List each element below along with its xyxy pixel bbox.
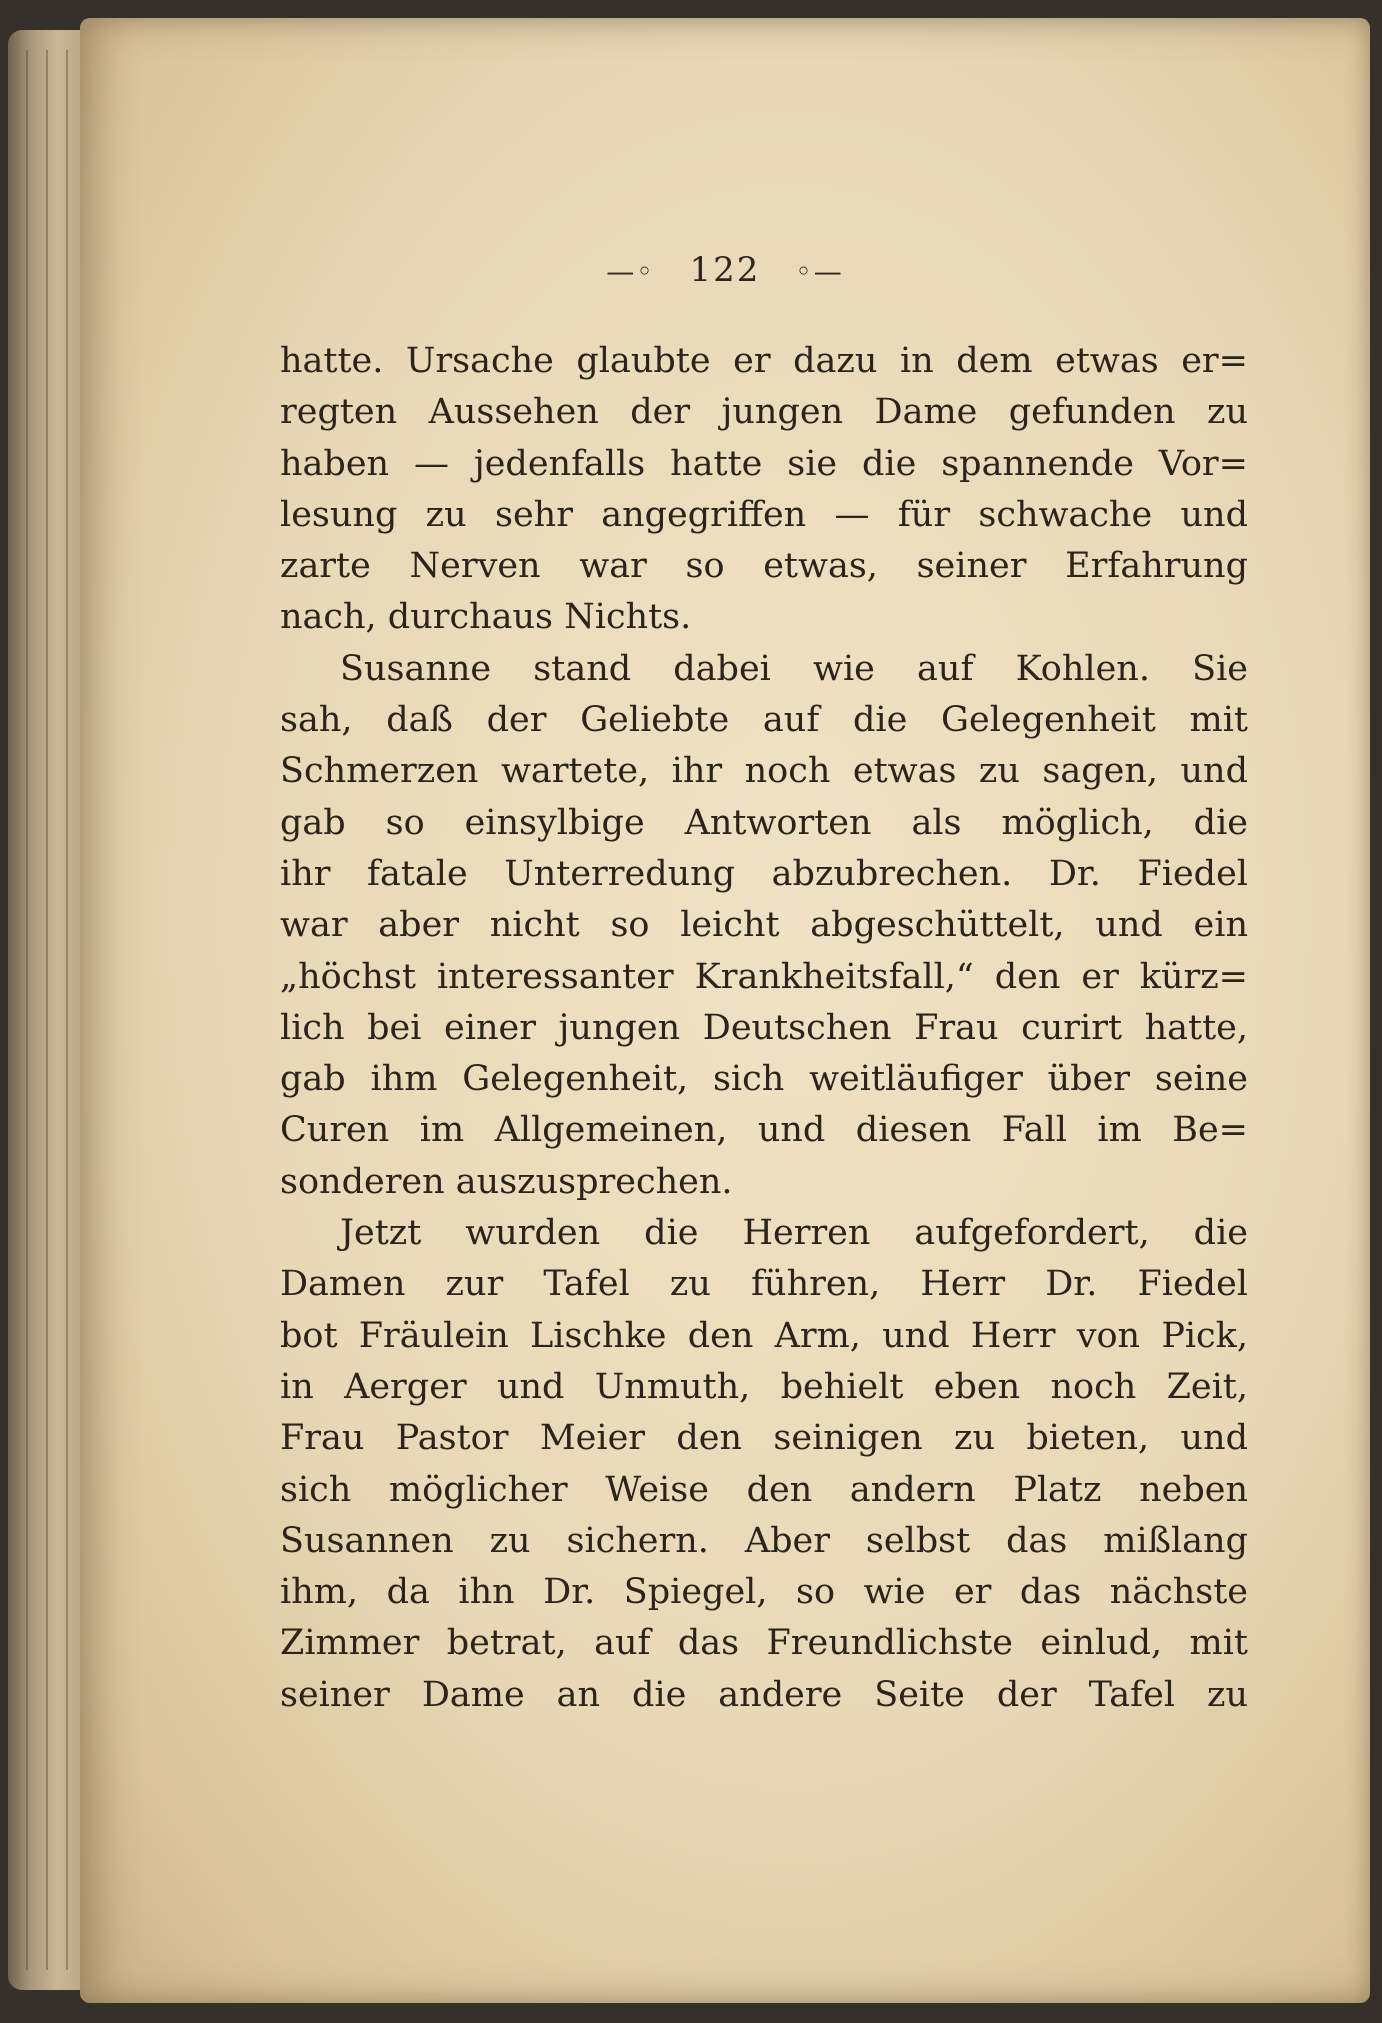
text-line: Frau Pastor Meier den seinigen zu bieten, und <box>280 1418 1248 1459</box>
text-line: nach, durchaus Nichts. <box>280 597 692 638</box>
text-line: sich möglicher Weise den andern Platz neben <box>280 1469 1248 1510</box>
text-line: seiner Dame an die andere Seite der Tafel zu <box>280 1674 1248 1715</box>
text-line: „höchst interessanter Krankheitsfall,“ den er kürz= <box>280 956 1248 997</box>
page-edge-line <box>26 50 28 1970</box>
page-header <box>80 250 1370 290</box>
text-line: regten Aussehen der jungen Dame gefunden zu <box>280 392 1248 433</box>
text-line: lich bei einer jungen Deutschen Frau curirt hatte, <box>280 1007 1248 1048</box>
text-line: in Aerger und Unmuth, behielt eben noch Zeit, <box>280 1366 1248 1407</box>
text-line: Schmerzen wartete, ihr noch etwas zu sagen, und <box>280 751 1248 792</box>
page-edge-line <box>46 50 48 1970</box>
page-edge-line <box>66 50 68 1970</box>
text-line: sah, daß der Geliebte auf die Gelegenheit mit <box>280 700 1248 741</box>
text-line: Jetzt wurden die Herren aufgefordert, die <box>340 1213 1248 1254</box>
book-page <box>80 18 1370 2003</box>
text-line: hatte. Ursache glaubte er dazu in dem etwas er= <box>280 341 1248 381</box>
page-number: 122 <box>689 250 761 290</box>
text-line: Zimmer betrat, auf das Freundlichste einlud, mit <box>280 1623 1248 1664</box>
text-line: gab ihm Gelegenheit, sich weitläufiger über seine <box>280 1059 1248 1100</box>
text-line: gab so einsylbige Antworten als möglich, die <box>280 802 1248 843</box>
text-line: Susanne stand dabei wie auf Kohlen. Sie <box>340 648 1248 689</box>
header-ornament-right: ◦— <box>795 255 844 288</box>
text-line: sonderen auszusprechen. <box>280 1161 733 1202</box>
body-text <box>280 336 1248 1721</box>
text-line: ihm, da ihn Dr. Spiegel, so wie er das nächste <box>280 1572 1248 1613</box>
text-line: haben — jedenfalls hatte sie die spannende Vor= <box>280 443 1248 484</box>
text-line: war aber nicht so leicht abgeschüttelt, und ein <box>280 905 1248 946</box>
header-ornament-left: —◦ <box>606 255 655 288</box>
text-line: zarte Nerven war so etwas, seiner Erfahrung <box>280 546 1248 587</box>
text-line: lesung zu sehr angegriffen — für schwache und <box>280 494 1248 535</box>
text-line: Curen im Allgemeinen, und diesen Fall im Be= <box>280 1110 1248 1151</box>
text-line: Susannen zu sichern. Aber selbst das mißlang <box>280 1520 1248 1561</box>
text-line: Damen zur Tafel zu führen, Herr Dr. Fiedel <box>280 1264 1248 1305</box>
text-line: bot Fräulein Lischke den Arm, und Herr von Pick, <box>280 1315 1248 1356</box>
text-line: ihr fatale Unterredung abzubrechen. Dr. Fiedel <box>280 853 1248 894</box>
